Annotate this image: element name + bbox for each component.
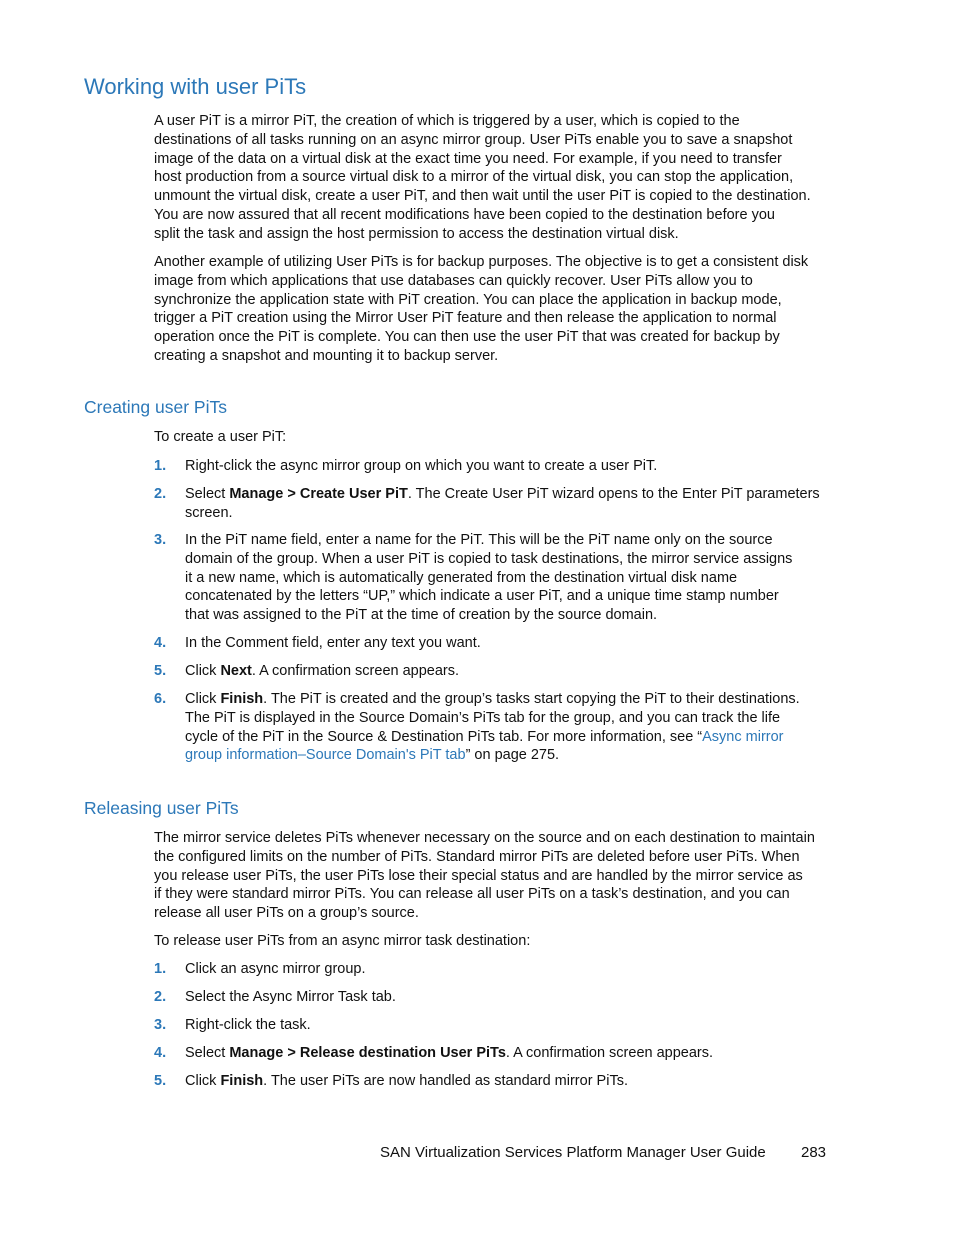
step-number: 5.: [154, 663, 167, 679]
ui-command: Manage > Create User PiT: [229, 486, 408, 502]
cross-reference-link[interactable]: group information–Source Domain's PiT tab: [185, 747, 466, 764]
ui-command: Manage > Release destination User PiTs: [229, 1045, 506, 1061]
step-number: 6.: [154, 691, 167, 707]
step-text: Right-click the async mirror group on which you want to create a user PiT.: [185, 458, 658, 474]
footer-page-number: 283: [801, 1144, 827, 1161]
step-text: Click an async mirror group.: [185, 961, 366, 977]
text-line: You are now assured that all recent modifications have been copied to the destination before you: [154, 206, 775, 223]
ui-command: Finish: [220, 691, 264, 707]
text-line: host production from a source virtual disk to a mirror of the virtual disk, you can stop the application,: [154, 169, 794, 186]
releasing-lead: To release user PiTs from an async mirror task destination:: [154, 933, 531, 949]
text-line: you release user PiTs, the user PiTs lose their special status and are handled by the mirror service as: [154, 867, 803, 884]
ui-command: Finish: [220, 1073, 264, 1089]
step-number: 4.: [154, 635, 167, 651]
step-number: 5.: [154, 1073, 167, 1089]
intro-paragraph-2: [154, 253, 844, 366]
text-line: A user PiT is a mirror PiT, the creation of which is triggered by a user, which is copied to the: [154, 113, 740, 129]
releasing-paragraph: [154, 829, 844, 923]
step-number: 2.: [154, 486, 167, 502]
step-text: Right-click the task.: [185, 1017, 311, 1033]
step-number: 3.: [154, 1017, 167, 1033]
step-number: 4.: [154, 1045, 167, 1061]
ui-command: Next: [220, 663, 252, 679]
creating-lead: To create a user PiT:: [154, 429, 287, 445]
text-line: The mirror service deletes PiTs whenever necessary on the source and on each destination to maintain: [154, 830, 815, 846]
step-text: In the Comment field, enter any text you want.: [185, 635, 481, 651]
releasing-heading: Releasing user PiTs: [84, 798, 239, 818]
footer-guide-title: SAN Virtualization Services Platform Manager User Guide: [380, 1144, 766, 1161]
text-line: split the task and assign the host permission to access the destination virtual disk.: [154, 225, 679, 242]
text-line: creating a snapshot and mounting it to backup server.: [154, 347, 499, 364]
text-line: release all user PiTs on a group’s source.: [154, 905, 419, 922]
cross-reference-link[interactable]: Async mirror: [702, 728, 784, 745]
creating-heading: Creating user PiTs: [84, 397, 227, 417]
text-line: image of the data on a virtual disk at the exact time you need. For example, if you need to transfer: [154, 150, 782, 167]
text-line: trigger a PiT creation using the Mirror User PiT feature and then release the application to normal: [154, 310, 777, 327]
step-text: Click Finish. The PiT is created and the group’s tasks start copying the PiT to their destinations. The PiT is displayed in the Source Domain’s PiTs tab for the group, and you can track the life cycle of the PiT in the Source & Destination PiTs tab. For more information, see “Async mirror group information–Source Domain's PiT tab” on page 275.: [185, 691, 800, 764]
step-number: 3.: [154, 532, 167, 548]
step-text: In the PiT name field, enter a name for the PiT. This will be the PiT name only on the source domain of the group. When a user PiT is copied to task destinations, the mirror service assigns it a new name, which is automatically generated from the destination virtual disk name concatenated by the letters “UP,” which indicate a user PiT, and a unique time stamp number that was assigned to the PiT at the time of creation by the source domain.: [185, 532, 793, 624]
step-number: 2.: [154, 989, 167, 1005]
step-text: Select Manage > Create User PiT. The Create User PiT wizard opens to the Enter PiT parameters screen.: [185, 486, 820, 521]
step-text: Select the Async Mirror Task tab.: [185, 989, 396, 1005]
step-number: 1.: [154, 961, 167, 977]
text-line: destinations of all tasks running on an async mirror group. User PiTs enable you to save a snapshot: [154, 131, 793, 148]
intro-paragraph-1: [154, 112, 844, 244]
step-text: Click Finish. The user PiTs are now handled as standard mirror PiTs.: [185, 1073, 628, 1089]
text-line: image from which applications that use databases can quickly recover. User PiTs allow you to: [154, 272, 753, 289]
text-line: if they were standard mirror PiTs. You can release all user PiTs on a task’s destination, and you can: [154, 886, 790, 903]
page-title: Working with user PiTs: [84, 74, 307, 99]
text-line: synchronize the application state with PiT creation. You can place the application in backup mode,: [154, 291, 782, 308]
step-text: Select Manage > Release destination User PiTs. A confirmation screen appears.: [185, 1045, 714, 1061]
text-line: Another example of utilizing User PiTs is for backup purposes. The objective is to get a consistent disk: [154, 254, 809, 270]
text-line: the configured limits on the number of PiTs. Standard mirror PiTs are deleted before user PiTs. When: [154, 848, 800, 865]
text-line: operation once the PiT is complete. You can then use the user PiT that was created for backup by: [154, 329, 780, 346]
text-line: unmount the virtual disk, create a user PiT, and then wait until the user PiT is copied to the destination.: [154, 188, 811, 205]
step-number: 1.: [154, 458, 167, 474]
step-text: Click Next. A confirmation screen appears.: [185, 663, 460, 679]
